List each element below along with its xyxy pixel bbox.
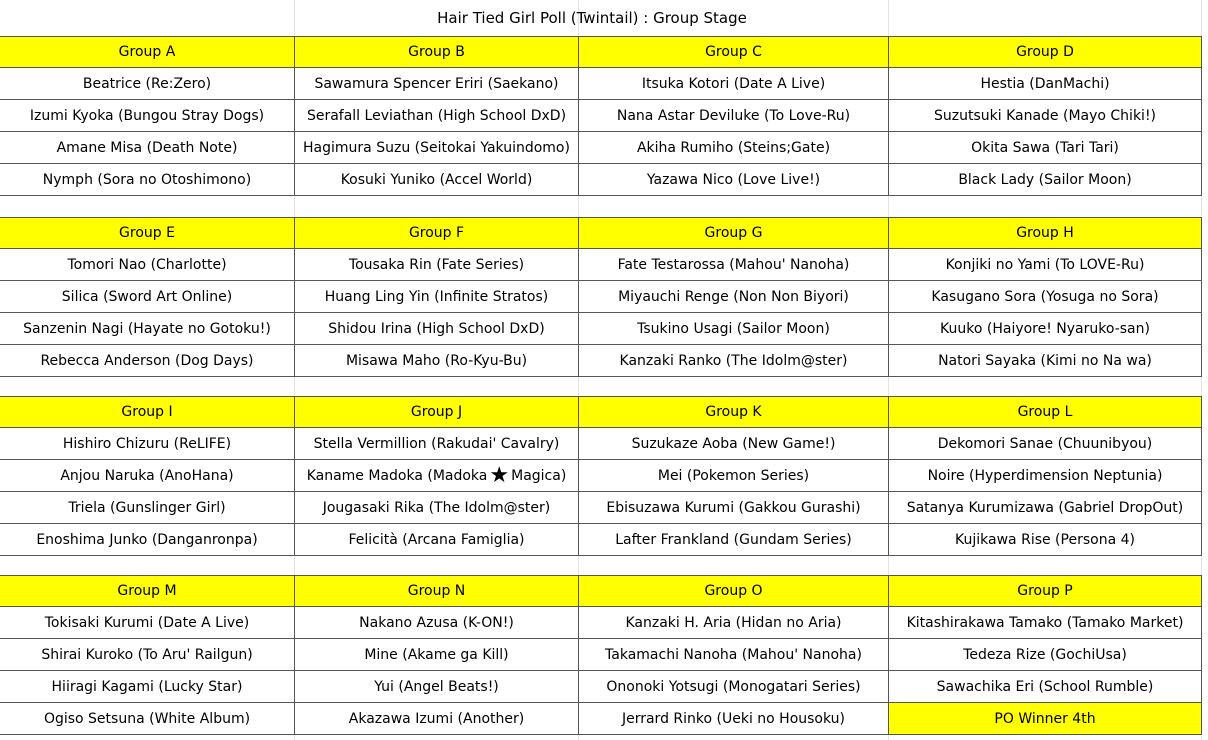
group-header: Group I [0,396,295,428]
entry-cell: Ebisuzawa Kurumi (Gakkou Gurashi) [579,492,889,524]
entry-cell: Anjou Naruka (AnoHana) [0,460,295,492]
entry-cell: Tsukino Usagi (Sailor Moon) [579,313,889,345]
entry-cell: Nana Astar Deviluke (To Love-Ru) [579,100,889,132]
entry-cell: Black Lady (Sailor Moon) [889,164,1202,196]
entry-cell: Konjiki no Yami (To LOVE-Ru) [889,249,1202,281]
entry-cell: Takamachi Nanoha (Mahou' Nanoha) [579,639,889,671]
entry-cell: Tokisaki Kurumi (Date A Live) [0,607,295,639]
entry-cell: Sawamura Spencer Eriri (Saekano) [295,68,579,100]
entry-cell: Sanzenin Nagi (Hayate no Gotoku!) [0,313,295,345]
group-header: Group E [0,217,295,249]
entry-cell: Suzutsuki Kanade (Mayo Chiki!) [889,100,1202,132]
entry-cell: Akazawa Izumi (Another) [295,703,579,735]
entry-cell: Kanzaki Ranko (The Idolm@ster) [579,345,889,377]
entry-cell: Misawa Maho (Ro-Kyu-Bu) [295,345,579,377]
entry-cell: Shirai Kuroko (To Aru' Railgun) [0,639,295,671]
group-header: Group H [889,217,1202,249]
star-icon: ★ [489,462,510,488]
group-header: Group N [295,575,579,607]
entry-cell: Jougasaki Rika (The Idolm@ster) [295,492,579,524]
entry-cell: PO Winner 4th [889,703,1202,735]
entry-cell: Miyauchi Renge (Non Non Biyori) [579,281,889,313]
entry-cell: Hagimura Suzu (Seitokai Yakuindomo) [295,132,579,164]
group-header: Group A [0,36,295,68]
entry-cell: Akiha Rumiho (Steins;Gate) [579,132,889,164]
entry-cell: Mei (Pokemon Series) [579,460,889,492]
entry-cell: Kosuki Yuniko (Accel World) [295,164,579,196]
entry-cell: Noire (Hyperdimension Neptunia) [889,460,1202,492]
entry-cell: Yazawa Nico (Love Live!) [579,164,889,196]
entry-cell: Lafter Frankland (Gundam Series) [579,524,889,556]
entry-cell: Amane Misa (Death Note) [0,132,295,164]
group-header: Group D [889,36,1202,68]
group-header: Group G [579,217,889,249]
entry-cell: Okita Sawa (Tari Tari) [889,132,1202,164]
entry-cell: Natori Sayaka (Kimi no Na wa) [889,345,1202,377]
entry-cell: Mine (Akame ga Kill) [295,639,579,671]
entry-cell: Suzukaze Aoba (New Game!) [579,428,889,460]
group-header: Group J [295,396,579,428]
entry-cell: Triela (Gunslinger Girl) [0,492,295,524]
entry-cell: Hestia (DanMachi) [889,68,1202,100]
page-title: Hair Tied Girl Poll (Twintail) : Group Stage [437,9,747,27]
group-header: Group C [579,36,889,68]
entry-cell: Yui (Angel Beats!) [295,671,579,703]
entry-cell: Rebecca Anderson (Dog Days) [0,345,295,377]
entry-cell: Izumi Kyoka (Bungou Stray Dogs) [0,100,295,132]
entry-cell: Stella Vermillion (Rakudai' Cavalry) [295,428,579,460]
entry-cell: Felicità (Arcana Famiglia) [295,524,579,556]
group-header: Group M [0,575,295,607]
entry-cell: Kanzaki H. Aria (Hidan no Aria) [579,607,889,639]
group-header: Group B [295,36,579,68]
entry-cell: Kasugano Sora (Yosuga no Sora) [889,281,1202,313]
group-header: Group K [579,396,889,428]
entry-cell: Beatrice (Re:Zero) [0,68,295,100]
entry-cell: Nymph (Sora no Otoshimono) [0,164,295,196]
entry-cell: Hiiragi Kagami (Lucky Star) [0,671,295,703]
group-header: Group P [889,575,1202,607]
entry-cell: Enoshima Junko (Danganronpa) [0,524,295,556]
entry-cell: Huang Ling Yin (Infinite Stratos) [295,281,579,313]
entry-cell: Serafall Leviathan (High School DxD) [295,100,579,132]
entry-cell: Ogiso Setsuna (White Album) [0,703,295,735]
group-header: Group L [889,396,1202,428]
entry-cell: Sawachika Eri (School Rumble) [889,671,1202,703]
entry-cell: Ononoki Yotsugi (Monogatari Series) [579,671,889,703]
entry-cell: Dekomori Sanae (Chuunibyou) [889,428,1202,460]
entry-cell: Jerrard Rinko (Ueki no Housoku) [579,703,889,735]
entry-cell: Hishiro Chizuru (ReLIFE) [0,428,295,460]
entry-cell: Fate Testarossa (Mahou' Nanoha) [579,249,889,281]
group-header: Group O [579,575,889,607]
entry-cell: Nakano Azusa (K-ON!) [295,607,579,639]
group-header: Group F [295,217,579,249]
entry-cell: Itsuka Kotori (Date A Live) [579,68,889,100]
entry-cell: Kitashirakawa Tamako (Tamako Market) [889,607,1202,639]
entry-cell: Kuuko (Haiyore! Nyaruko-san) [889,313,1202,345]
entry-cell: Satanya Kurumizawa (Gabriel DropOut) [889,492,1202,524]
entry-cell: Tomori Nao (Charlotte) [0,249,295,281]
entry-cell: Kaname Madoka (Madoka ★ Magica) [295,460,579,492]
entry-cell: Shidou Irina (High School DxD) [295,313,579,345]
entry-cell: Tedeza Rize (GochiUsa) [889,639,1202,671]
entry-cell: Tousaka Rin (Fate Series) [295,249,579,281]
entry-cell: Silica (Sword Art Online) [0,281,295,313]
entry-cell: Kujikawa Rise (Persona 4) [889,524,1202,556]
